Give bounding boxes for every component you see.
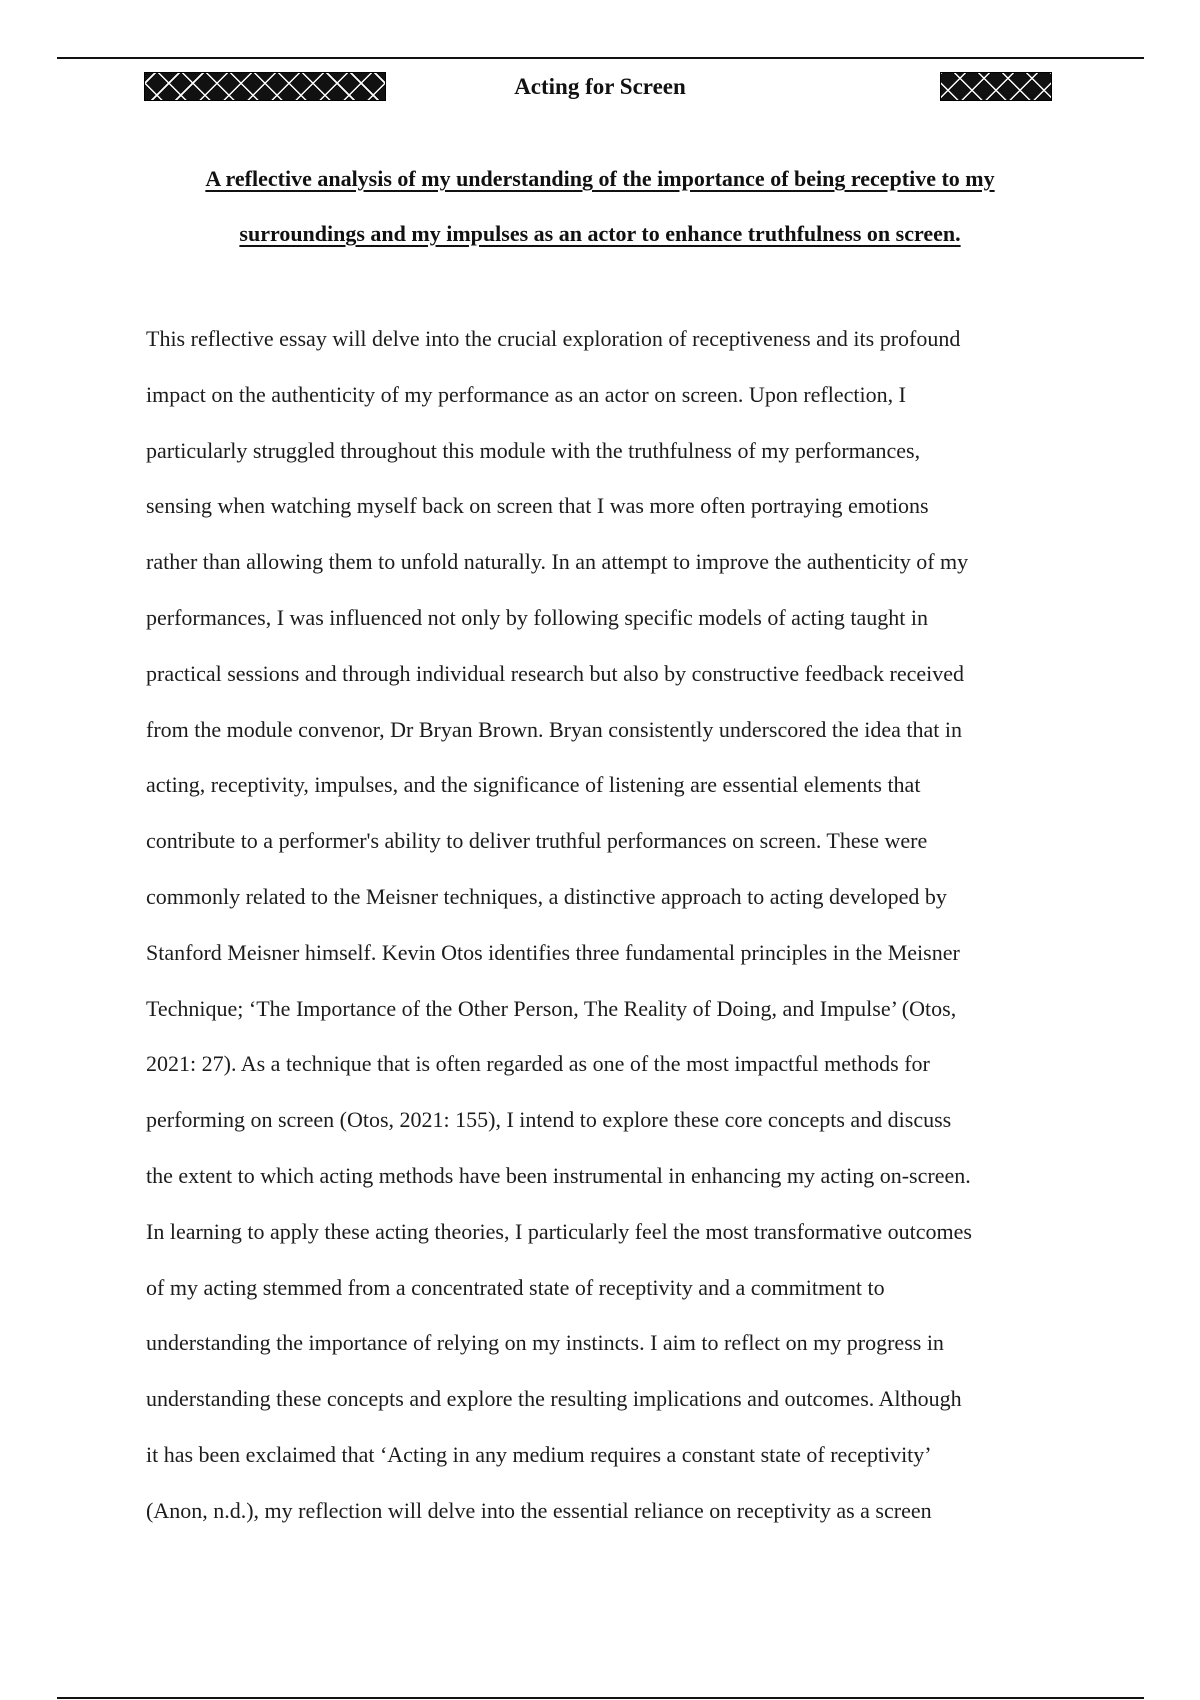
body-line: from the module convenor, Dr Bryan Brown. Bryan consistently underscored the idea that in [146,716,962,742]
header-title: Acting for Screen [514,74,686,99]
body-line: In learning to apply these acting theories, I particularly feel the most transformative outcomes [146,1218,972,1244]
body-line: impact on the authenticity of my performance as an actor on screen. Upon reflection, I [146,381,906,407]
body-line: of my acting stemmed from a concentrated state of receptivity and a commitment to [146,1274,885,1300]
essay-body-paragraph [146,311,1086,1539]
body-line: performances, I was influenced not only by following specific models of acting taught in [146,604,929,630]
body-line: acting, receptivity, impulses, and the significance of listening are essential elements that [146,772,921,798]
body-line: (Anon, n.d.), my reflection will delve into the essential reliance on receptivity as a screen [146,1497,932,1523]
body-line: commonly related to the Meisner techniques, a distinctive approach to acting developed by [146,883,947,909]
body-line: rather than allowing them to unfold naturally. In an attempt to improve the authenticity of my [146,549,969,575]
body-line: Technique; ‘The Importance of the Other Person, The Reality of Doing, and Impulse’ (Otos, [146,995,957,1021]
body-line: contribute to a performer's ability to deliver truthful performances on screen. These were [146,828,928,854]
body-line: performing on screen (Otos, 2021: 155), I intend to explore these core concepts and discuss [146,1107,952,1133]
body-line: sensing when watching myself back on screen that I was more often portraying emotions [146,493,929,519]
body-line: Stanford Meisner himself. Kevin Otos identifies three fundamental principles in the Meisner [146,939,960,965]
body-line: practical sessions and through individual research but also by constructive feedback received [146,660,964,686]
body-line: understanding these concepts and explore the resulting implications and outcomes. Although [146,1386,962,1412]
page-header [0,70,1200,104]
body-line: 2021: 27). As a technique that is often regarded as one of the most impactful methods for [146,1051,930,1077]
body-line: understanding the importance of relying on my instincts. I aim to reflect on my progress in [146,1330,944,1356]
essay-title [120,151,1080,261]
redacted-id-block [940,72,1052,101]
body-line: This reflective essay will delve into the crucial exploration of receptiveness and its profound [146,326,961,351]
essay-title-line: surroundings and my impulses as an actor to enhance truthfulness on screen. [239,221,961,246]
header-rule [57,57,1144,59]
footer-rule [57,1697,1144,1699]
body-line: the extent to which acting methods have been instrumental in enhancing my acting on-screen. [146,1162,971,1188]
body-line: it has been exclaimed that ‘Acting in any medium requires a constant state of receptivity’ [146,1441,932,1467]
body-line: particularly struggled throughout this module with the truthfulness of my performances, [146,437,921,463]
essay-title-line: A reflective analysis of my understanding of the importance of being receptive to my [205,166,995,191]
